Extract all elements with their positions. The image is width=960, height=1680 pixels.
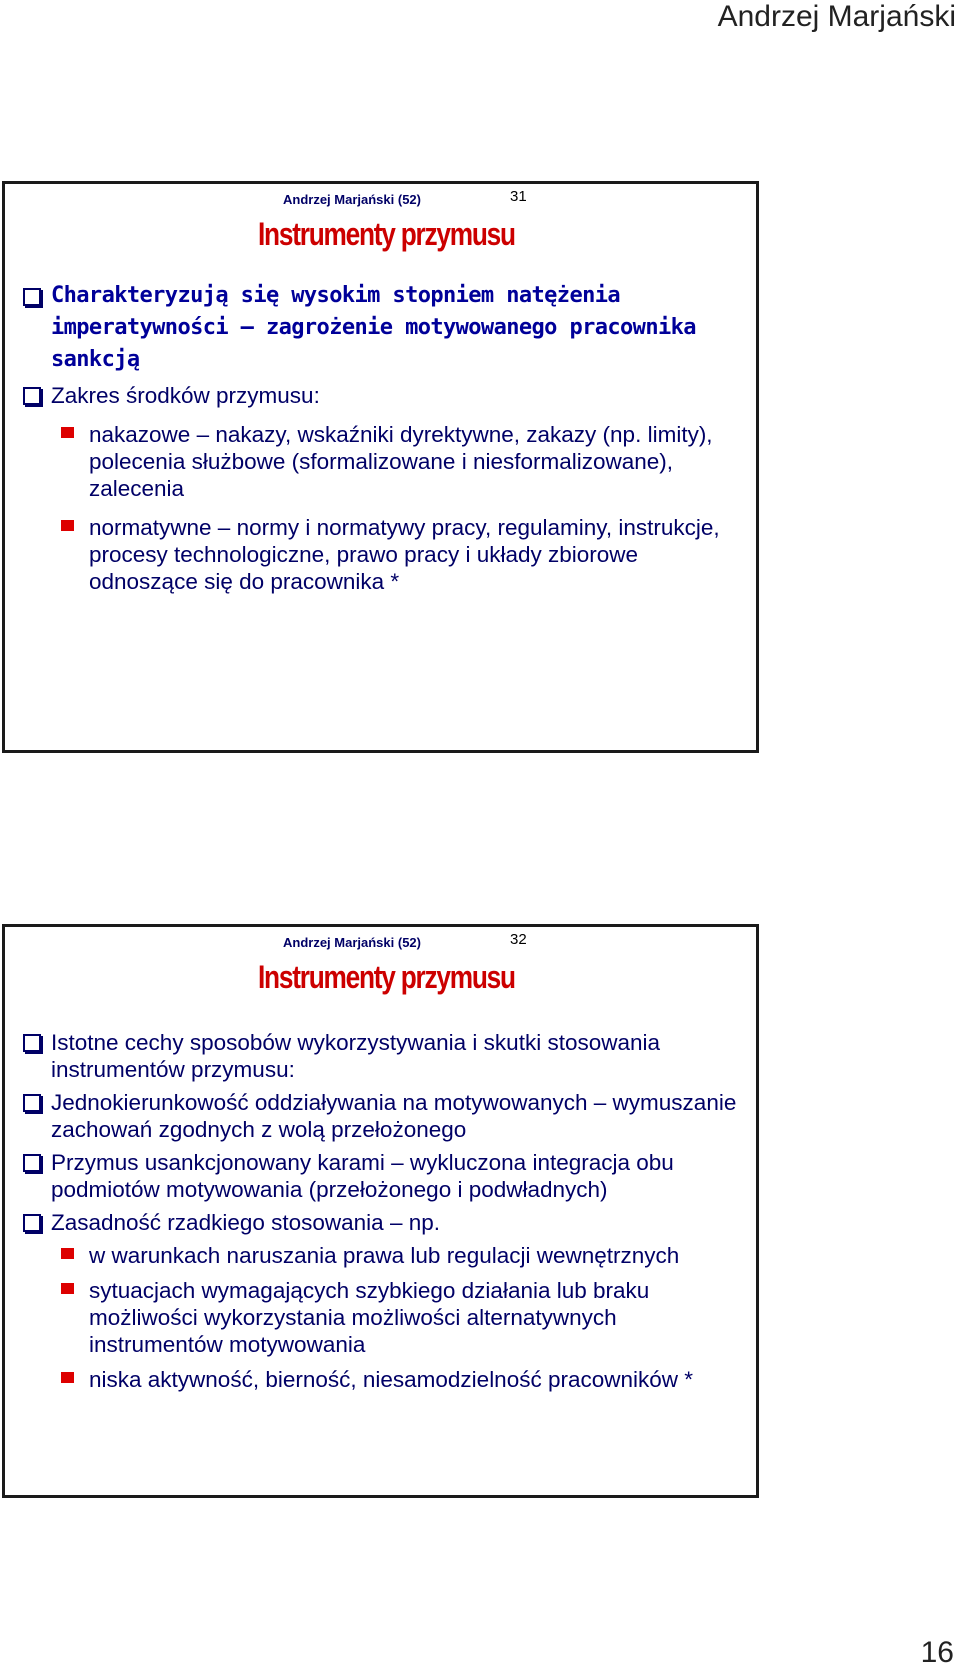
subitem-text: niska aktywność, bierność, niesamodzielność pracowników * [89,1367,694,1392]
checkbox-bullet-icon [23,1214,41,1232]
slide-content [23,280,746,603]
square-subitem [23,421,746,502]
square-bullet-icon [61,1283,74,1294]
slide-title: Instrumenty przymusu [258,216,515,252]
square-bullet-icon [61,520,74,531]
slide-number: 32 [510,931,527,948]
item-text: Zakres środków przymusu: [51,383,320,408]
square-bullet-icon [61,1248,74,1259]
slide-author: Andrzej Marjański (52) [283,192,421,207]
item-text: Zasadność rzadkiego stosowania – np. [51,1210,440,1235]
subitem-text: normatywne – normy i normatywy pracy, regulaminy, instrukcje, procesy technologiczne, prawo pracy i układy zbiorowe odnoszące się do pracownika * [89,515,720,594]
checkbox-bullet-icon [23,1094,41,1112]
checkbox-bullet-icon [23,1154,41,1172]
subitem-text: nakazowe – nakazy, wskaźniki dyrektywne, zakazy (np. limity), polecenia służbowe (sformalizowane i niesformalizowane), zalecenia [89,422,713,501]
item-text: Jednokierunkowość oddziaływania na motywowanych – wymuszanie zachowań zgodnych z wolą przełożonego [51,1090,737,1142]
checkbox-item [23,280,746,376]
square-subitem [23,514,746,595]
subitem-text: w warunkach naruszania prawa lub regulacji wewnętrznych [89,1243,680,1268]
checkbox-item [23,1149,746,1203]
square-subitem [23,1242,746,1269]
checkbox-item [23,1209,746,1236]
checkbox-item [23,1089,746,1143]
square-bullet-icon [61,427,74,438]
page-number: 16 [920,1636,954,1669]
checkbox-item [23,1029,746,1083]
slide-content [23,1029,746,1401]
checkbox-bullet-icon [23,288,41,306]
slide-number: 31 [510,188,527,205]
checkbox-bullet-icon [23,387,41,405]
slide-32 [2,924,759,1498]
square-subitem [23,1366,746,1393]
subitem-text: sytuacjach wymagających szybkiego działania lub braku możliwości wykorzystania możliwości alternatywnych instrumentów motywowania [89,1278,650,1357]
slide-31 [2,181,759,753]
slide-title: Instrumenty przymusu [258,959,515,995]
item-text: Istotne cechy sposobów wykorzystywania i skutki stosowania instrumentów przymusu: [51,1030,661,1082]
square-bullet-icon [61,1372,74,1383]
checkbox-bullet-icon [23,1034,41,1052]
page-header-author: Andrzej Marjański [717,0,956,33]
item-text: Przymus usankcjonowany karami – wykluczona integracja obu podmiotów motywowania (przełożonego i podwładnych) [51,1150,674,1202]
square-subitem [23,1277,746,1358]
slide-author: Andrzej Marjański (52) [283,935,421,950]
checkbox-item [23,382,746,409]
item-text: Charakteryzują się wysokim stopniem natężenia imperatywności – zagrożenie motywowanego pracownika sankcją [51,283,696,372]
